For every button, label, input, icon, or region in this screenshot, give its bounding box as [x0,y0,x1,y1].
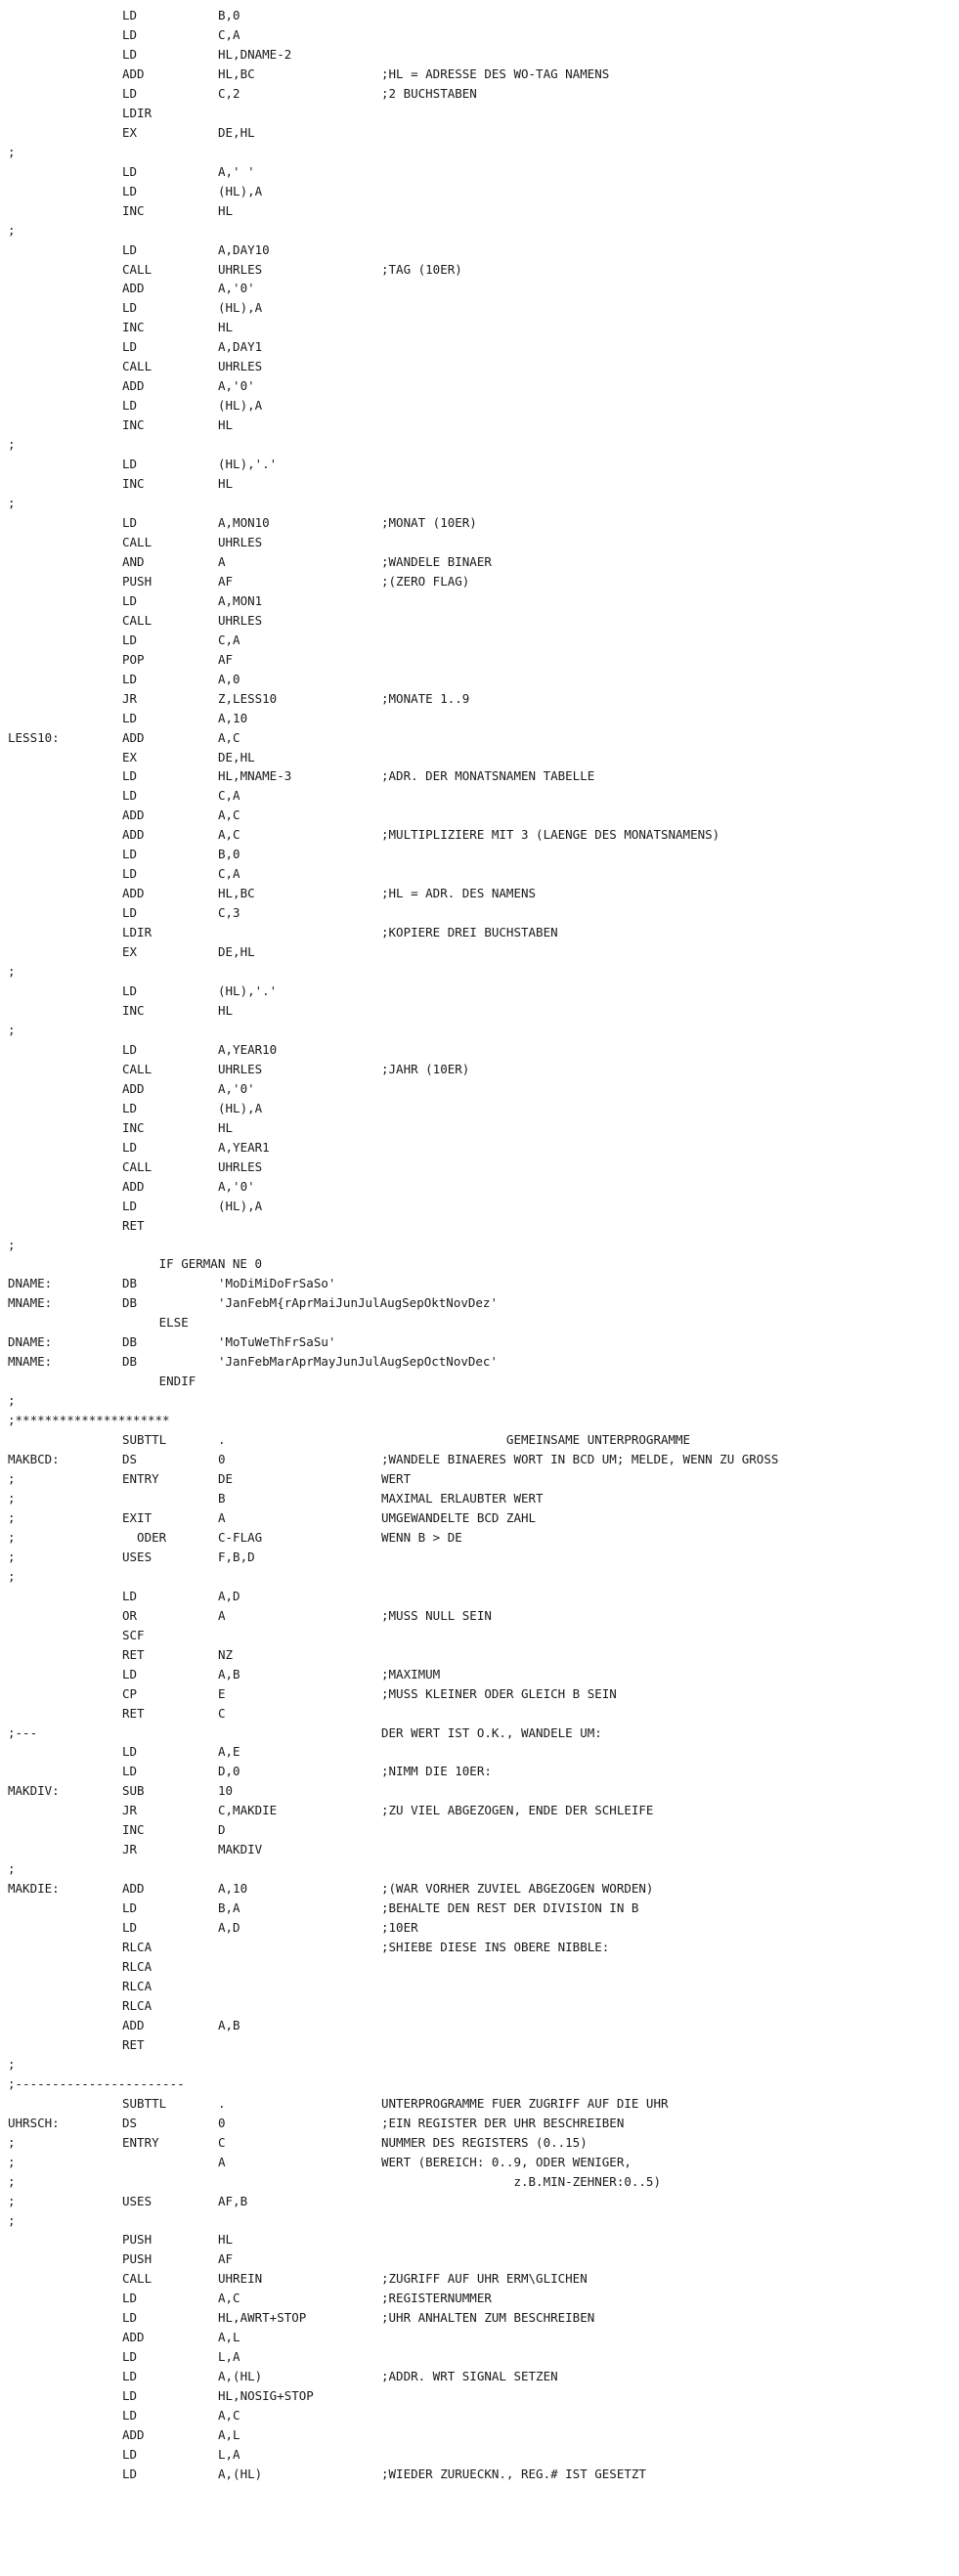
code-operand: A,E [218,1744,240,1760]
code-operand: Z,LESS10 [218,690,278,706]
code-comment: ;10ER [381,1920,418,1936]
code-label: ; [8,2212,16,2228]
code-opcode: CALL [122,612,153,628]
code-opcode: LD [122,241,138,257]
code-opcode: ENTRY [122,1471,159,1486]
code-label: ; [8,1549,16,1564]
code-operand: . [218,1432,226,1448]
code-operand: HL [218,1003,234,1018]
code-label: MNAME: [8,1354,53,1370]
code-opcode: SUBTTL [122,2095,167,2111]
code-operand: UHRLES [218,359,263,374]
code-label: MNAME: [8,1295,53,1311]
code-operand: C,3 [218,905,240,921]
code-opcode: ADD [122,827,145,843]
code-label: ; [8,2056,16,2072]
code-operand: A,(HL) [218,2369,263,2384]
code-operand: UHRLES [218,612,263,628]
code-opcode: LD [122,847,138,862]
code-label: ; [8,1471,16,1486]
code-operand: A,B [218,2017,240,2032]
code-label: ; [8,437,16,453]
code-operand: A,'0' [218,281,255,296]
code-opcode: LD [122,183,138,198]
code-comment: GEMEINSAME UNTERPROGRAMME [381,1432,691,1448]
code-opcode: POP [122,651,145,667]
code-opcode: LD [122,788,138,804]
code-opcode: ADD [122,281,145,296]
code-operand: A,D [218,1920,240,1936]
code-opcode: LD [122,983,138,998]
code-operand: A,YEAR1 [218,1139,270,1155]
code-operand: A [218,1509,226,1525]
code-operand: A,MON1 [218,592,263,608]
code-operand: B,A [218,1900,240,1916]
code-opcode: EXIT [122,1509,153,1525]
code-label: MAKDIE: [8,1881,60,1897]
code-opcode: LD [122,163,138,179]
code-comment: ;BEHALTE DEN REST DER DIVISION IN B [381,1900,639,1916]
code-opcode: RLCA [122,1959,153,1974]
code-operand: DE,HL [218,124,255,140]
code-operand: A,0 [218,671,240,686]
code-comment: ;SHIEBE DIESE INS OBERE NIBBLE: [381,1940,610,1954]
code-operand: A,'0' [218,378,255,394]
code-operand: L,A [218,2349,240,2365]
code-opcode: ADD [122,1178,145,1194]
code-operand: UHRLES [218,1158,263,1174]
code-comment: ;MONATE 1..9 [381,690,470,706]
code-operand: C,MAKDIE [218,1803,278,1818]
code-opcode: INC [122,1003,145,1018]
code-operand: A [218,553,226,569]
code-operand: C,A [218,788,240,804]
code-comment: ;JAHR (10ER) [381,1061,470,1076]
code-label: DNAME: [8,1276,53,1291]
code-opcode: LD [122,46,138,62]
code-operand: 0 [218,1452,226,1466]
code-operand: HL,DNAME-2 [218,46,292,62]
code-opcode: SUB [122,1783,145,1799]
code-opcode: USES [122,1549,153,1564]
code-opcode: ADD [122,729,145,745]
code-operand: C,A [218,866,240,882]
code-operand: HL [218,476,234,491]
code-comment: ;MUSS NULL SEIN [381,1607,492,1623]
code-opcode: ENTRY [122,2134,159,2150]
code-opcode: LD [122,2369,138,2384]
code-comment: ;ADR. DER MONATSNAMEN TABELLE [381,768,595,784]
code-operand: A,' ' [218,163,255,179]
code-opcode: DB [122,1334,138,1350]
code-opcode: LD [122,1588,138,1603]
code-comment: ;HL = ADR. DES NAMENS [381,886,537,901]
code-operand: HL [218,417,234,433]
code-opcode: LD [122,1666,138,1681]
code-operand: A,'0' [218,1080,255,1096]
code-label: ; [8,2134,16,2150]
code-opcode: RLCA [122,1940,153,1954]
code-operand: AF [218,651,234,667]
code-comment: ;EIN REGISTER DER UHR BESCHREIBEN [381,2115,625,2130]
code-opcode: DB [122,1276,138,1291]
code-label: UHRSCH: [8,2115,60,2130]
code-comment: UMGEWANDELTE BCD ZAHL [381,1509,537,1525]
code-operand: C,A [218,27,240,42]
code-label: ;----------------------- [8,2075,185,2091]
code-operand: HL,BC [218,65,255,81]
code-label: MAKDIV: [8,1783,60,1799]
code-operand: (HL),A [218,1100,263,1115]
code-operand: F,B,D [218,1549,255,1564]
code-comment: ;KOPIERE DREI BUCHSTABEN [381,925,558,940]
code-opcode: INC [122,320,145,335]
code-opcode: RET [122,1646,145,1662]
code-opcode: LD [122,1041,138,1057]
code-operand: A [218,1607,226,1623]
code-opcode: LD [122,1139,138,1155]
code-opcode: DS [122,2115,138,2130]
code-opcode: INC [122,476,145,491]
code-label: ; [8,1022,16,1037]
code-comment: z.B.MIN-ZEHNER:0..5) [381,2173,661,2189]
code-opcode: ELSE [122,1315,189,1331]
code-opcode: PUSH [122,2232,153,2248]
code-opcode: INC [122,202,145,218]
code-operand: A,(HL) [218,2467,263,2481]
code-opcode: ADD [122,2330,145,2345]
code-comment: MAXIMAL ERLAUBTER WERT [381,1491,544,1506]
code-opcode: OR [122,1607,138,1623]
code-operand: HL,BC [218,886,255,901]
code-label: ; [8,1393,16,1409]
code-operand: A,D [218,1588,240,1603]
code-operand: HL [218,202,234,218]
code-label: DNAME: [8,1334,53,1350]
code-opcode: ADD [122,1881,145,1897]
code-opcode: AND [122,553,145,569]
code-operand: A,C [218,808,240,823]
code-comment: ;ADDR. WRT SIGNAL SETZEN [381,2369,558,2384]
code-operand: . [218,2095,226,2111]
code-operand: NZ [218,1646,234,1662]
code-operand: E [218,1685,226,1701]
code-label: ; [8,1491,16,1506]
code-opcode: LD [122,671,138,686]
code-opcode: LD [122,2467,138,2481]
code-opcode: LD [122,768,138,784]
code-opcode: CALL [122,1061,153,1076]
code-comment: ;WANDELE BINAERES WORT IN BCD UM; MELDE, WENN ZU GROSS [381,1452,779,1466]
code-opcode: ADD [122,2017,145,2032]
code-operand: A,MON10 [218,515,270,530]
code-opcode: LD [122,2310,138,2326]
code-comment: ;ZUGRIFF AUF UHR ERM\GLICHEN [381,2271,588,2287]
code-opcode: CALL [122,1158,153,1174]
code-operand: C,2 [218,85,240,101]
code-operand: C-FLAG [218,1529,263,1545]
code-label: ; [8,1509,16,1525]
code-opcode: LD [122,1744,138,1760]
code-operand: MAKDIV [218,1842,263,1857]
code-opcode: LD [122,457,138,472]
code-comment: ;HL = ADRESSE DES WO-TAG NAMENS [381,65,610,81]
code-operand: (HL),A [218,398,263,414]
code-comment: ;WIEDER ZURUECKN., REG.# IST GESETZT [381,2467,646,2481]
code-operand: DE [218,1471,234,1486]
code-opcode: LD [122,1198,138,1213]
code-opcode: ADD [122,2427,145,2442]
code-operand: B,0 [218,847,240,862]
code-operand: (HL),'.' [218,457,278,472]
code-operand: B,0 [218,8,240,22]
code-operand: B [218,1491,226,1506]
code-comment: WENN B > DE [381,1529,462,1545]
code-operand: DE,HL [218,944,255,960]
code-opcode: LD [122,1764,138,1779]
code-comment: UNTERPROGRAMME FUER ZUGRIFF AUF DIE UHR [381,2095,669,2111]
code-opcode: CALL [122,2271,153,2287]
code-operand: 10 [218,1783,234,1799]
code-comment: ;NIMM DIE 10ER: [381,1764,492,1779]
code-comment: ;2 BUCHSTABEN [381,85,477,101]
code-opcode: LD [122,300,138,316]
code-operand: A,10 [218,710,248,725]
code-operand: C,A [218,632,240,647]
code-opcode: LD [122,866,138,882]
code-operand: UHRLES [218,1061,263,1076]
code-operand: A,DAY1 [218,339,263,355]
code-label: ; [8,2193,16,2208]
code-label: ;********************* [8,1413,170,1428]
code-opcode: CALL [122,534,153,549]
code-operand: D,0 [218,1764,240,1779]
code-opcode: RET [122,1217,145,1233]
code-comment: ;WANDELE BINAER [381,553,492,569]
code-opcode: LD [122,1900,138,1916]
code-operand: (HL),A [218,183,263,198]
code-label: ; [8,144,16,159]
code-operand: HL,NOSIG+STOP [218,2388,314,2404]
code-opcode: ADD [122,1080,145,1096]
code-opcode: LD [122,2291,138,2306]
code-opcode: DB [122,1295,138,1311]
code-operand: 'JanFebM{rAprMaiJunJulAugSepOktNovDez' [218,1295,498,1311]
code-label: ; [8,222,16,238]
code-operand: A,L [218,2427,240,2442]
code-comment: ;MONAT (10ER) [381,515,477,530]
code-opcode: SCF [122,1627,145,1642]
code-opcode: LD [122,2408,138,2423]
code-comment: ;ZU VIEL ABGEZOGEN, ENDE DER SCHLEIFE [381,1803,654,1818]
code-operand: (HL),'.' [218,983,278,998]
code-opcode: PUSH [122,573,153,589]
code-comment: WERT (BEREICH: 0..9, ODER WENIGER, [381,2154,632,2169]
code-opcode: ADD [122,65,145,81]
code-operand: A,L [218,2330,240,2345]
code-operand: D [218,1822,226,1838]
code-operand: A,C [218,2408,240,2423]
code-label: MAKBCD: [8,1452,60,1466]
code-comment: ;UHR ANHALTEN ZUM BESCHREIBEN [381,2310,595,2326]
code-operand: A,C [218,827,240,843]
code-opcode: RLCA [122,1979,153,1993]
code-operand: 'JanFebMarAprMayJunJulAugSepOctNovDec' [218,1354,498,1370]
code-opcode: LD [122,710,138,725]
code-label: LESS10: [8,729,60,745]
code-opcode: RET [122,1705,145,1721]
code-opcode: EX [122,944,138,960]
code-operand: DE,HL [218,749,255,764]
code-opcode: LD [122,905,138,921]
code-opcode: LD [122,27,138,42]
code-label: ;--- [8,1725,38,1740]
code-opcode: INC [122,1822,145,1838]
code-opcode: ADD [122,378,145,394]
code-opcode: LD [122,85,138,101]
code-comment: DER WERT IST O.K., WANDELE UM: [381,1725,602,1740]
code-opcode: LD [122,1100,138,1115]
code-opcode: LD [122,632,138,647]
code-operand: A [218,2154,226,2169]
code-opcode: LD [122,339,138,355]
code-opcode: EX [122,124,138,140]
code-operand: UHREIN [218,2271,263,2287]
code-operand: A,'0' [218,1178,255,1194]
code-opcode: ENDIF [122,1374,196,1389]
code-operand: C [218,2134,226,2150]
code-operand: 0 [218,2115,226,2130]
code-opcode: DB [122,1354,138,1370]
code-operand: UHRLES [218,534,263,549]
code-operand: L,A [218,2447,240,2462]
code-opcode: USES [122,2193,153,2208]
code-operand: HL,AWRT+STOP [218,2310,307,2326]
code-label: ; [8,1529,16,1545]
code-comment: ;(ZERO FLAG) [381,573,470,589]
code-opcode: LD [122,2447,138,2462]
code-opcode: CALL [122,261,153,277]
code-opcode: LDIR [122,105,153,120]
code-opcode: ADD [122,886,145,901]
code-operand: A,YEAR10 [218,1041,278,1057]
code-label: ; [8,496,16,510]
code-operand: C [218,1705,226,1721]
code-label: ; [8,1861,16,1877]
code-operand: HL [218,1119,234,1135]
code-comment: ;MAXIMUM [381,1666,441,1681]
code-opcode: IF GERMAN NE 0 [122,1256,262,1272]
code-opcode: LD [122,515,138,530]
code-opcode: RET [122,2036,145,2052]
code-opcode: SUBTTL [122,1432,167,1448]
code-comment: ;TAG (10ER) [381,261,462,277]
code-operand: (HL),A [218,1198,263,1213]
code-label: ; [8,2154,16,2169]
code-operand: A,C [218,2291,240,2306]
code-opcode: CALL [122,359,153,374]
code-comment: ;(WAR VORHER ZUVIEL ABGEZOGEN WORDEN) [381,1881,654,1897]
code-opcode: EX [122,749,138,764]
code-comment: ;MULTIPLIZIERE MIT 3 (LAENGE DES MONATSNAMENS) [381,827,720,843]
code-label: ; [8,964,16,979]
code-operand: 'MoDiMiDoFrSaSo' [218,1276,336,1291]
code-operand: A,DAY10 [218,241,270,257]
code-opcode: LD [122,398,138,414]
code-opcode: INC [122,1119,145,1135]
code-operand: AF [218,2251,234,2267]
code-opcode: PUSH [122,2251,153,2267]
code-comment: WERT [381,1471,412,1486]
code-operand: AF,B [218,2193,248,2208]
code-opcode: ADD [122,808,145,823]
code-opcode: LDIR [122,925,153,940]
code-operand: UHRLES [218,261,263,277]
code-label: ; [8,1237,16,1252]
code-operand: A,10 [218,1881,248,1897]
code-opcode: RLCA [122,1997,153,2013]
code-operand: AF [218,573,234,589]
code-operand: 'MoTuWeThFrSaSu' [218,1334,336,1350]
code-operand: HL [218,2232,234,2248]
code-comment: ;REGISTERNUMMER [381,2291,492,2306]
code-opcode: JR [122,1803,138,1818]
code-comment: ;MUSS KLEINER ODER GLEICH B SEIN [381,1685,617,1701]
code-opcode: LD [122,2388,138,2404]
code-opcode: CP [122,1685,138,1701]
code-label: ; [8,2173,16,2189]
assembler-listing [8,8,951,2568]
code-operand: A,C [218,729,240,745]
code-opcode: LD [122,1920,138,1936]
code-opcode: INC [122,417,145,433]
code-comment: NUMMER DES REGISTERS (0..15) [381,2134,588,2150]
code-operand: A,B [218,1666,240,1681]
code-opcode: LD [122,2349,138,2365]
code-operand: HL [218,320,234,335]
code-opcode: DS [122,1452,138,1466]
code-opcode: JR [122,690,138,706]
code-opcode: ODER [122,1529,167,1545]
code-opcode: LD [122,592,138,608]
code-operand: (HL),A [218,300,263,316]
code-opcode: JR [122,1842,138,1857]
code-opcode: LD [122,8,138,22]
code-label: ; [8,1568,16,1584]
code-operand: HL,MNAME-3 [218,768,292,784]
